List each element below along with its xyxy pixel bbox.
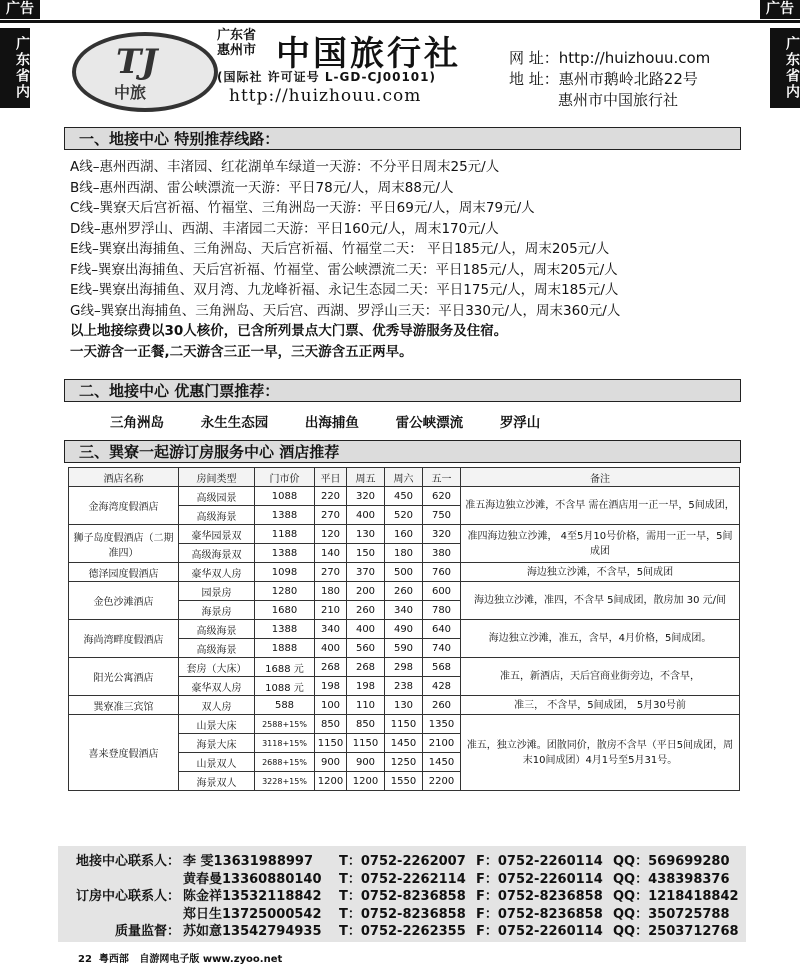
price-cell: 1250	[385, 753, 423, 772]
hotel-remark: 准四海边独立沙滩， 4至5月10号价格，需用一正一早，5间成团	[461, 525, 740, 563]
ticket-item: 三角洲岛	[110, 415, 164, 431]
price-cell: 620	[423, 487, 461, 506]
meal-note: 一天游含一正餐,二天游含三正一早，三天游含五正两早。	[70, 343, 413, 360]
price-cell: 160	[385, 525, 423, 544]
price-cell: 130	[385, 696, 423, 715]
contact-person[interactable]: 陈金祥13532118842	[183, 889, 322, 904]
magazine-section: 粤西部	[98, 954, 129, 965]
hotel-remark: 准五海边独立沙滩，不含早 需在酒店用一正一早，5间成团，	[461, 487, 740, 525]
price-cell: 2200	[423, 772, 461, 791]
route-line: E线–巽寮出海捕鱼、三角洲岛、天后宫祈福、竹福堂二天： 平日185元/人，周末205元/人	[70, 241, 610, 257]
contact-fax[interactable]: F：0752-2260114	[476, 854, 603, 869]
hotel-remark: 准五，新酒店，天后宫商业街旁边，不含早，	[461, 658, 740, 696]
room-type: 套房（大床）	[179, 658, 255, 677]
price-cell: 450	[385, 487, 423, 506]
price-cell: 200	[347, 582, 385, 601]
contact-qq[interactable]: QQ：2503712768	[613, 924, 739, 939]
price-cell: 270	[315, 506, 347, 525]
hotel-remark: 准五，独立沙滩。团散同价，散房不含早（平日5间成团，周末10间成团）4月1号至5月31号。	[461, 715, 740, 791]
hotel-name: 喜来登度假酒店	[69, 715, 179, 791]
route-line: D线–惠州罗浮山、西湖、丰渚园二天游：平日160元/人，周末170元/人	[70, 220, 499, 237]
price-cell: 1388	[255, 620, 315, 639]
price-cell: 500	[385, 563, 423, 582]
price-cell: 380	[423, 544, 461, 563]
price-cell: 370	[347, 563, 385, 582]
route-line: E线–巽寮出海捕鱼、双月湾、九龙峰祈福、永记生态园二天：平日175元/人，周末185元/人	[70, 282, 619, 298]
route-line: F线–巽寮出海捕鱼、天后宫祈福、竹福堂、雷公峡漂流二天：平日185元/人，周末205元/人	[70, 261, 618, 278]
route-line: B线–惠州西湖、雷公峡漂流一天游：平日78元/人，周末88元/人	[70, 179, 454, 196]
hotel-name: 阳光公寓酒店	[69, 658, 179, 696]
price-cell: 1450	[423, 753, 461, 772]
price-cell: 850	[347, 715, 385, 734]
price-cell: 3228+15%	[255, 772, 315, 791]
table-row	[69, 487, 740, 506]
price-cell: 850	[315, 715, 347, 734]
contact-phone[interactable]: T：0752-8236858	[339, 889, 466, 904]
price-cell: 1150	[385, 715, 423, 734]
price-cell: 560	[347, 639, 385, 658]
contact-panel	[58, 846, 746, 942]
contact-row	[58, 870, 746, 889]
col-header: 备注	[461, 468, 740, 487]
price-cell: 640	[423, 620, 461, 639]
hotel-name: 狮子岛度假酒店（二期准四）	[69, 525, 179, 563]
hotel-name: 德泽园度假酒店	[69, 563, 179, 582]
col-header: 周六	[385, 468, 423, 487]
contact-row	[58, 887, 746, 906]
price-cell: 238	[385, 677, 423, 696]
contact-person[interactable]: 郑日生13725000542	[183, 906, 322, 922]
price-cell: 760	[423, 563, 461, 582]
address: 地 址：惠州市鹅岭北路22号	[509, 70, 698, 88]
hotel-table	[68, 467, 740, 791]
ticket-list	[110, 411, 572, 431]
col-header: 房间类型	[179, 468, 255, 487]
hotel-name: 金色沙滩酒店	[69, 582, 179, 620]
price-cell: 1888	[255, 639, 315, 658]
price-cell: 1550	[385, 772, 423, 791]
contact-phone[interactable]: T：0752-2262355	[339, 924, 466, 939]
price-cell: 270	[315, 563, 347, 582]
price-cell: 2588+15%	[255, 715, 315, 734]
price-cell: 2100	[423, 734, 461, 753]
region-tab-left: 广东省内	[0, 28, 30, 108]
top-rule	[0, 20, 800, 23]
hotel-remark: 海边独立沙滩，不含早，5间成团	[461, 563, 740, 582]
price-cell: 120	[315, 525, 347, 544]
price-cell: 210	[315, 601, 347, 620]
agency-contact	[509, 48, 710, 111]
hotel-remark: 海边独立沙滩，准五，含早，4月价格，5间成团。	[461, 620, 740, 658]
section-title-tickets: 二、地接中心 优惠门票推荐：	[64, 379, 741, 402]
price-cell: 1200	[315, 772, 347, 791]
col-header: 门市价	[255, 468, 315, 487]
price-cell: 1680	[255, 601, 315, 620]
license-number: (国际社 许可证号 L-GD-CJ00101)	[217, 70, 436, 84]
table-row	[69, 715, 740, 734]
room-type: 山景大床	[179, 715, 255, 734]
room-type: 园景房	[179, 582, 255, 601]
contact-row	[58, 922, 746, 941]
price-cell: 180	[385, 544, 423, 563]
contact-phone[interactable]: T：0752-8236858	[339, 906, 466, 922]
price-cell: 268	[315, 658, 347, 677]
price-cell: 1188	[255, 525, 315, 544]
contact-qq[interactable]: QQ：350725788	[613, 906, 730, 922]
hotel-name: 巽寮准三宾馆	[69, 696, 179, 715]
table-row	[69, 563, 740, 582]
region-line2: 惠州市	[217, 43, 257, 58]
address-line2: 惠州市中国旅行社	[558, 91, 679, 109]
price-cell: 900	[347, 753, 385, 772]
room-type: 海景房	[179, 601, 255, 620]
section-title-routes: 一、地接中心 特别推荐线路：	[64, 127, 741, 150]
price-cell: 340	[385, 601, 423, 620]
price-cell: 2688+15%	[255, 753, 315, 772]
contact-row	[58, 905, 746, 924]
logo-subtext: 中旅	[114, 83, 147, 102]
contact-fax[interactable]: F：0752-8236858	[476, 906, 603, 922]
table-row	[69, 696, 740, 715]
ad-label-left: 广告	[0, 0, 40, 19]
room-type: 海景双人	[179, 772, 255, 791]
ticket-item: 罗浮山	[499, 415, 541, 431]
price-cell: 130	[347, 525, 385, 544]
hotel-remark: 准三， 不含早，5间成团， 5月30号前	[461, 696, 740, 715]
room-type: 豪华双人房	[179, 563, 255, 582]
price-cell: 268	[347, 658, 385, 677]
hotel-name: 金海湾度假酒店	[69, 487, 179, 525]
price-cell: 1450	[385, 734, 423, 753]
price-cell: 1200	[347, 772, 385, 791]
price-cell: 1688 元	[255, 658, 315, 677]
price-cell: 100	[315, 696, 347, 715]
route-line: C线–巽寮天后宫祈福、竹福堂、三角洲岛一天游：平日69元/人，周末79元/人	[70, 200, 535, 216]
contact-role: 地接中心联系人：	[75, 854, 180, 869]
hotel-name: 海尚湾畔度假酒店	[69, 620, 179, 658]
price-cell: 340	[315, 620, 347, 639]
site-credit: 自游网电子版 www.zyoo.net	[139, 954, 283, 965]
price-cell: 3118+15%	[255, 734, 315, 753]
contact-qq[interactable]: QQ：1218418842	[613, 889, 739, 904]
contact-phone[interactable]: T：0752-2262114	[339, 871, 466, 887]
route-note: 以上地接综费以30人核价，已含所列景点大门票、优秀导游服务及住宿。	[70, 323, 508, 339]
price-cell: 198	[315, 677, 347, 696]
price-cell: 1388	[255, 544, 315, 563]
price-cell: 150	[347, 544, 385, 563]
room-type: 双人房	[179, 696, 255, 715]
contact-role: 订房中心联系人：	[75, 889, 180, 904]
price-cell: 590	[385, 639, 423, 658]
price-cell: 400	[347, 506, 385, 525]
route-line: A线–惠州西湖、丰渚园、红花湖单车绿道一天游：不分平日周末25元/人	[70, 159, 500, 175]
region-line1: 广东省	[217, 28, 257, 43]
room-type: 海景大床	[179, 734, 255, 753]
price-cell: 588	[255, 696, 315, 715]
contact-fax[interactable]: F：0752-8236858	[476, 889, 603, 904]
ticket-item: 出海捕鱼	[304, 415, 359, 431]
price-cell: 568	[423, 658, 461, 677]
room-type: 高级海景	[179, 639, 255, 658]
brand-region	[217, 28, 256, 58]
room-type: 高级海景	[179, 620, 255, 639]
contact-qq[interactable]: QQ：569699280	[613, 854, 730, 869]
page-footer	[78, 950, 282, 965]
price-cell: 260	[385, 582, 423, 601]
contact-role: 质量监督：	[114, 924, 180, 939]
ad-label-right: 广告	[760, 0, 800, 19]
price-cell: 320	[347, 487, 385, 506]
contact-fax[interactable]: F：0752-2260114	[476, 924, 603, 939]
price-cell: 520	[385, 506, 423, 525]
price-cell: 260	[347, 601, 385, 620]
table-row	[69, 658, 740, 677]
contact-phone[interactable]: T：0752-2262007	[339, 854, 466, 869]
price-cell: 1098	[255, 563, 315, 582]
price-cell: 320	[423, 525, 461, 544]
price-cell: 180	[315, 582, 347, 601]
price-cell: 600	[423, 582, 461, 601]
contact-fax[interactable]: F：0752-2260114	[476, 871, 603, 887]
col-header: 酒店名称	[69, 468, 179, 487]
ticket-item: 雷公峡漂流	[395, 415, 464, 431]
price-cell: 1088	[255, 487, 315, 506]
col-header: 平日	[315, 468, 347, 487]
price-cell: 428	[423, 677, 461, 696]
hotel-table-body	[69, 487, 740, 791]
section-title-hotels: 三、巽寮一起游订房服务中心 酒店推荐	[64, 440, 741, 463]
room-type: 山景双人	[179, 753, 255, 772]
price-cell: 490	[385, 620, 423, 639]
price-cell: 1150	[347, 734, 385, 753]
table-row	[69, 582, 740, 601]
price-cell: 1388	[255, 506, 315, 525]
table-header-row	[69, 468, 740, 487]
price-cell: 1350	[423, 715, 461, 734]
contact-row	[58, 852, 746, 871]
price-cell: 1280	[255, 582, 315, 601]
price-cell: 1150	[315, 734, 347, 753]
brand-url: http://huizhouu.com	[229, 86, 422, 106]
brand-name: 中国旅行社	[276, 34, 461, 74]
price-cell: 400	[315, 639, 347, 658]
col-header: 周五	[347, 468, 385, 487]
brand-header	[64, 24, 744, 120]
col-header: 五一	[423, 468, 461, 487]
room-type: 豪华园景双	[179, 525, 255, 544]
price-cell: 220	[315, 487, 347, 506]
contact-person[interactable]: 黄春曼13360880140	[183, 871, 322, 887]
logo-mark: TJ	[116, 42, 158, 82]
region-tab-right: 广东省内	[770, 28, 800, 108]
price-cell: 198	[347, 677, 385, 696]
price-cell: 1088 元	[255, 677, 315, 696]
price-cell: 740	[423, 639, 461, 658]
page-number: 22	[78, 954, 92, 965]
price-cell: 400	[347, 620, 385, 639]
price-cell: 110	[347, 696, 385, 715]
room-type: 高级海景双	[179, 544, 255, 563]
price-cell: 750	[423, 506, 461, 525]
contact-person[interactable]: 苏如意13542794935	[183, 924, 322, 939]
route-list	[70, 157, 620, 362]
contact-qq[interactable]: QQ：438398376	[613, 871, 730, 887]
room-type: 豪华双人房	[179, 677, 255, 696]
cits-logo	[72, 32, 218, 112]
price-cell: 260	[423, 696, 461, 715]
contact-person[interactable]: 李 雯13631988997	[183, 854, 314, 869]
room-type: 高级海景	[179, 506, 255, 525]
ticket-item: 永生生态园	[200, 415, 269, 431]
website[interactable]: 网 址：http://huizhouu.com	[509, 49, 711, 67]
price-cell: 780	[423, 601, 461, 620]
table-row	[69, 620, 740, 639]
price-cell: 900	[315, 753, 347, 772]
route-line: G线–巽寮出海捕鱼、三角洲岛、天后宫、西湖、罗浮山三天：平日330元/人，周末360元/人	[70, 302, 621, 319]
table-row	[69, 525, 740, 544]
room-type: 高级园景	[179, 487, 255, 506]
price-cell: 298	[385, 658, 423, 677]
price-cell: 140	[315, 544, 347, 563]
hotel-remark: 海边独立沙滩，准四，不含早 5间成团，散房加 30 元/间	[461, 582, 740, 620]
